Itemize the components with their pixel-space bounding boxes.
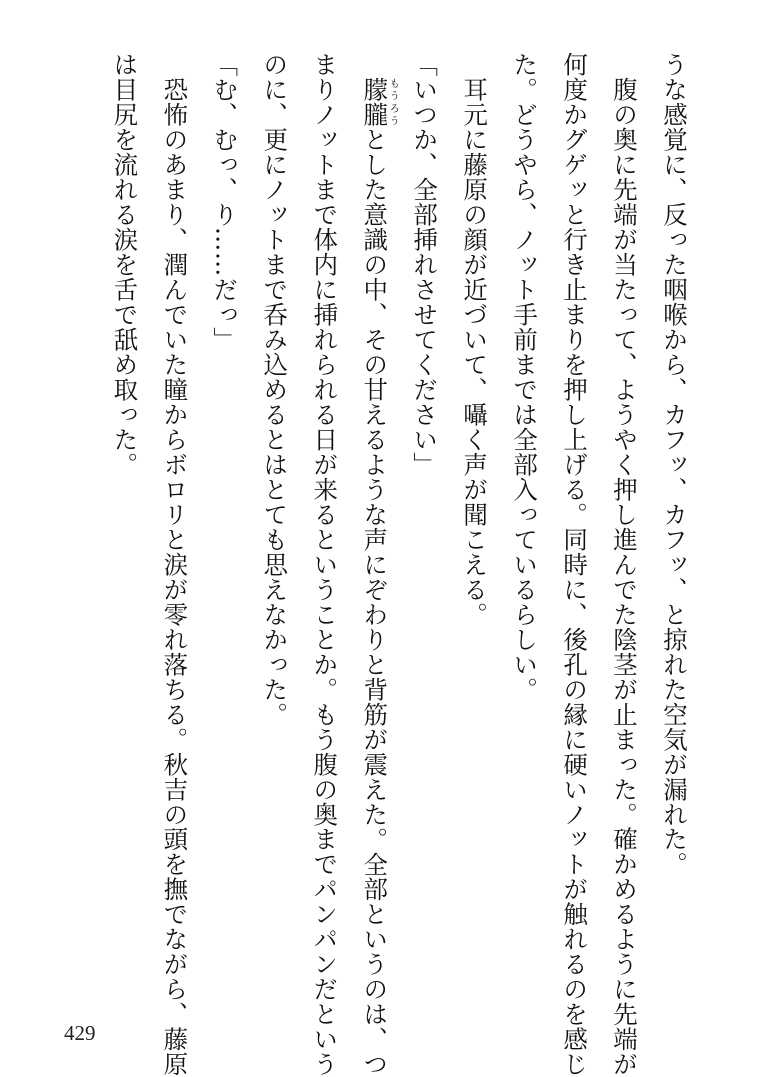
text-line-5: 耳元に藤原の顔が近づいて、囁く声が聞こえる。 [460, 52, 490, 627]
page-number: 429 [64, 1021, 96, 1045]
ruby-base: 朦朧 [360, 77, 390, 127]
text-line-2: 腹の奥に先端が当たって、ようやく押し進んでた陰茎が止まった。確かめるように先端が [610, 52, 640, 1077]
text-line-11: 恐怖のあまり、潤んでいた瞳からボロリと涙が零れ落ちる。秋吉の頭を撫でながら、藤原 [160, 52, 190, 1077]
text-line-10: 「む、むっ、り……だっ」 [210, 52, 240, 352]
text-line-9: のに、更にノットまで呑み込めるとはとても思えなかった。 [260, 52, 290, 727]
ruby-annotation [360, 77, 399, 127]
text-line-3: 何度かグゲッと行き止まりを押し上げる。同時に、後孔の縁に硬いノットが触れるのを感じ [560, 52, 590, 1077]
text-line-1: うな感覚に、反った咽喉から、カフッ、カフッ、と掠れた空気が漏れた。 [660, 52, 689, 877]
text-line-4: た。どうやら、ノット手前までは全部入っているらしい。 [510, 52, 540, 702]
ruby-line-indent [360, 52, 389, 77]
ruby-reading: もうろう [387, 77, 399, 127]
text-line-8: まりノットまで体内に挿れられる日が来るということか。もう腹の奥までパンパンだという [310, 52, 340, 1077]
ruby-line-rest: とした意識の中、その甘えるような声にぞわりと背筋が震えた。全部というのは、つ [360, 126, 390, 1077]
text-line-12: は目尻を流れる涙を舌で舐め取った。 [110, 52, 140, 477]
text-line-6: 「いつか、全部挿れさせてください」 [410, 52, 440, 477]
text-line-7 [349, 52, 399, 1077]
